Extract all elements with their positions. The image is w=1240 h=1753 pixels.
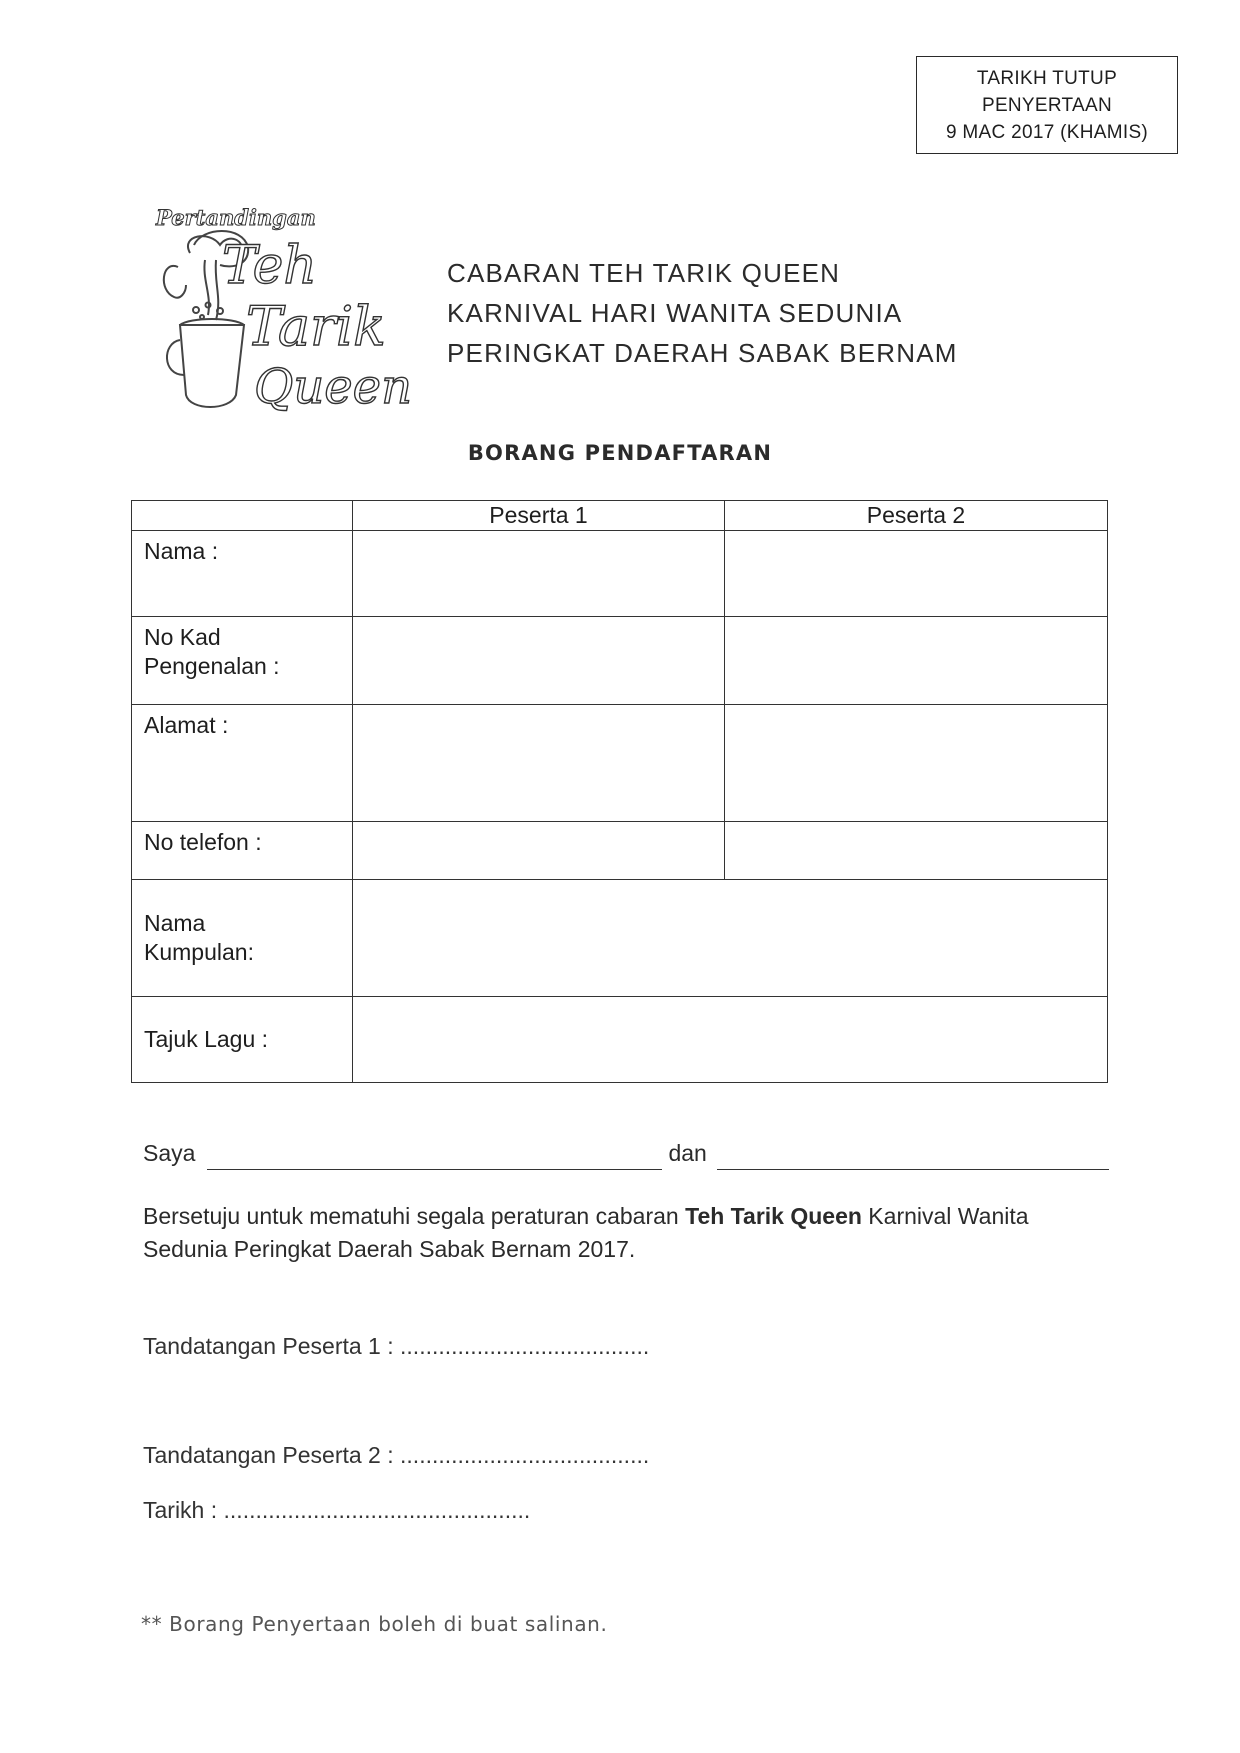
logo-word-teh: Teh <box>222 236 317 296</box>
agreement-text-end: Karnival Wanita Sedunia Peringkat Daerah Sabak Bernam 2017. <box>143 1203 1029 1262</box>
form-title: BORANG PENDAFTARAN <box>467 441 773 465</box>
label-alamat: Alamat : <box>132 705 353 822</box>
table-row-nama <box>132 531 1108 617</box>
teh-tarik-queen-logo-icon <box>150 205 430 420</box>
table-row-ic <box>132 617 1108 705</box>
saya-name-blank[interactable] <box>207 1143 662 1170</box>
field-tajuk-lagu[interactable] <box>353 997 1108 1083</box>
label-nama-kumpulan <box>132 880 353 997</box>
table-row-tajuk-lagu <box>132 997 1108 1083</box>
field-ic-peserta-1[interactable] <box>353 617 725 705</box>
agreement-paragraph <box>143 1200 1113 1266</box>
field-alamat-peserta-1[interactable] <box>353 705 725 822</box>
field-telefon-peserta-2[interactable] <box>725 822 1108 880</box>
closing-date-box <box>916 56 1178 154</box>
event-title-line-2: KARNIVAL HARI WANITA SEDUNIA <box>447 298 903 328</box>
signature-peserta-1[interactable]: Tandatangan Peserta 1 : ....................................... <box>143 1333 650 1359</box>
agreement-name-line <box>143 1130 1113 1170</box>
logo-word-queen: Queen <box>254 359 412 415</box>
label-no-kad-pengenalan <box>132 617 353 705</box>
agreement-section <box>143 1130 1113 1266</box>
registration-table <box>131 500 1108 1083</box>
copy-note: ** Borang Penyertaan boleh di buat salinan. <box>141 1612 608 1636</box>
field-alamat-peserta-2[interactable] <box>725 705 1108 822</box>
label-nama-kumpulan-line-1: Nama <box>144 910 206 936</box>
column-header-peserta-2: Peserta 2 <box>725 501 1108 531</box>
label-nama-kumpulan-line-2: Kumpulan: <box>144 939 254 965</box>
field-nama-peserta-2[interactable] <box>725 531 1108 617</box>
label-nama: Nama : <box>132 531 353 617</box>
saya-label: Saya <box>143 1140 196 1166</box>
agreement-text-bold: Teh Tarik Queen <box>685 1203 862 1229</box>
field-ic-peserta-2[interactable] <box>725 617 1108 705</box>
signature-peserta-2[interactable]: Tandatangan Peserta 2 : ....................................... <box>143 1442 650 1468</box>
label-no-kad-line-2: Pengenalan : <box>144 653 280 679</box>
header-empty-cell <box>132 501 353 531</box>
closing-date-line-1: TARIKH TUTUP <box>976 67 1118 89</box>
dan-label: dan <box>668 1140 707 1166</box>
column-header-peserta-1: Peserta 1 <box>353 501 725 531</box>
field-nama-peserta-1[interactable] <box>353 531 725 617</box>
dan-name-blank[interactable] <box>717 1143 1109 1170</box>
event-title-line-3: PERINGKAT DAERAH SABAK BERNAM <box>447 338 958 368</box>
label-no-kad-line-1: No Kad <box>144 624 221 650</box>
closing-date-line-2: PENYERTAAN <box>981 94 1113 116</box>
logo-word-pertandingan: Pertandingan <box>156 205 316 230</box>
logo-word-tarik: Tarik <box>246 295 386 358</box>
date-field[interactable]: Tarikh : ................................................ <box>143 1497 531 1523</box>
table-header-row <box>132 501 1108 531</box>
closing-date-line-3: 9 MAC 2017 (KHAMIS) <box>945 121 1149 143</box>
event-logo <box>150 205 430 420</box>
agreement-text-start: Bersetuju untuk mematuhi segala peraturan cabaran <box>143 1203 686 1229</box>
label-no-telefon: No telefon : <box>132 822 353 880</box>
table-row-kumpulan <box>132 880 1108 997</box>
table-row-alamat <box>132 705 1108 822</box>
event-title <box>447 253 958 373</box>
table-row-telefon <box>132 822 1108 880</box>
label-tajuk-lagu: Tajuk Lagu : <box>132 997 353 1083</box>
field-nama-kumpulan[interactable] <box>353 880 1108 997</box>
field-telefon-peserta-1[interactable] <box>353 822 725 880</box>
event-title-line-1: CABARAN TEH TARIK QUEEN <box>447 258 841 288</box>
